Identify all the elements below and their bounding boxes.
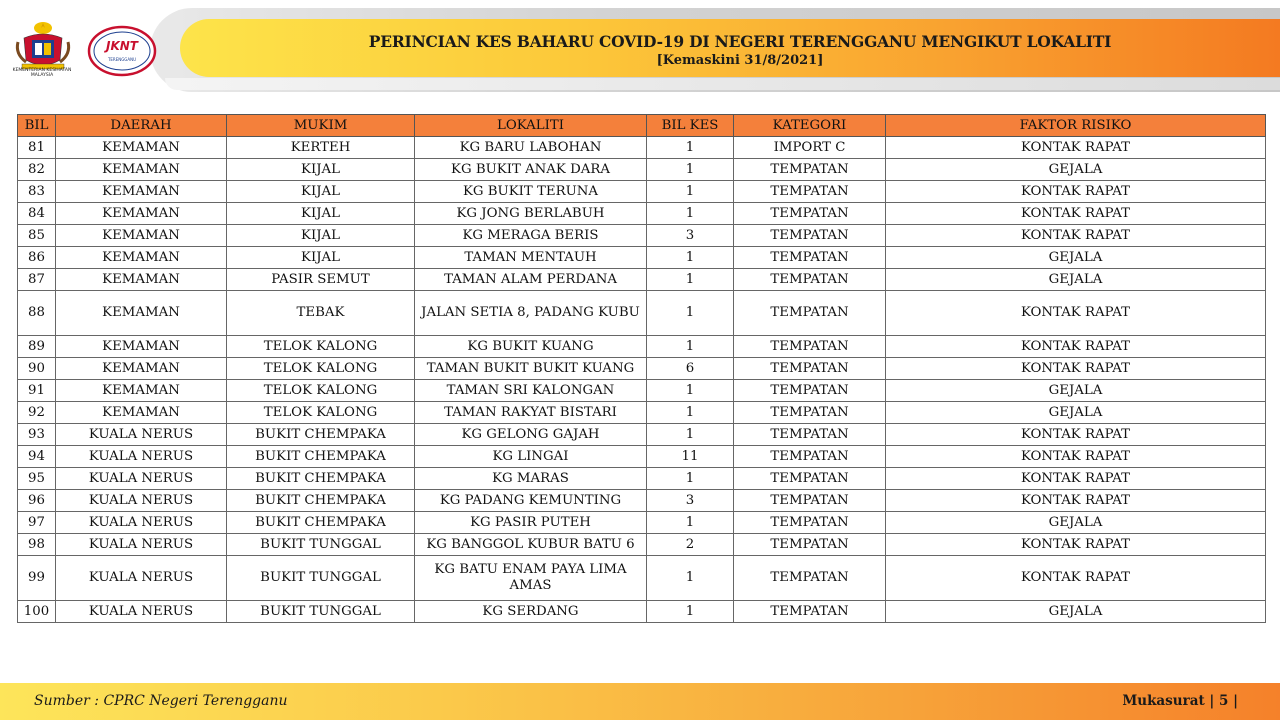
cell-daerah: KUALA NERUS [56,601,227,623]
cell-faktor-risiko: GEJALA [886,380,1266,402]
cell-faktor-risiko: KONTAK RAPAT [886,203,1266,225]
cell-bil: 90 [18,358,56,380]
cell-kategori: TEMPATAN [734,402,886,424]
cell-mukim: PASIR SEMUT [227,269,415,291]
cell-faktor-risiko: GEJALA [886,269,1266,291]
cell-bil: 85 [18,225,56,247]
cell-kategori: TEMPATAN [734,424,886,446]
cell-kategori: TEMPATAN [734,512,886,534]
cell-faktor-risiko: KONTAK RAPAT [886,534,1266,556]
cell-mukim: BUKIT CHEMPAKA [227,490,415,512]
cell-faktor-risiko: KONTAK RAPAT [886,358,1266,380]
cell-faktor-risiko: KONTAK RAPAT [886,446,1266,468]
cell-faktor-risiko: KONTAK RAPAT [886,291,1266,336]
cell-daerah: KEMAMAN [56,291,227,336]
cell-faktor-risiko: GEJALA [886,402,1266,424]
cell-bil-kes: 1 [647,203,734,225]
cell-mukim: KIJAL [227,247,415,269]
table-row [18,490,1266,512]
cell-daerah: KUALA NERUS [56,534,227,556]
cell-kategori: TEMPATAN [734,380,886,402]
cell-faktor-risiko: KONTAK RAPAT [886,490,1266,512]
cell-lokaliti: TAMAN BUKIT BUKIT KUANG [415,358,647,380]
column-header-lokaliti: LOKALITI [415,115,647,137]
table-row [18,512,1266,534]
cell-faktor-risiko: KONTAK RAPAT [886,137,1266,159]
cell-bil: 94 [18,446,56,468]
cell-bil-kes: 1 [647,159,734,181]
page-number: Mukasurat | 5 | [1122,693,1238,709]
header-swoosh-highlight [165,78,1280,90]
column-header-bil: BIL [18,115,56,137]
cell-faktor-risiko: GEJALA [886,159,1266,181]
column-header-faktor-risiko: FAKTOR RISIKO [886,115,1266,137]
table-row [18,468,1266,490]
table-row [18,556,1266,601]
cell-faktor-risiko: KONTAK RAPAT [886,336,1266,358]
cell-mukim: TELOK KALONG [227,380,415,402]
cell-mukim: KIJAL [227,181,415,203]
cell-lokaliti: TAMAN ALAM PERDANA [415,269,647,291]
cell-bil-kes: 1 [647,402,734,424]
cell-bil: 99 [18,556,56,601]
table-row [18,446,1266,468]
cell-faktor-risiko: GEJALA [886,512,1266,534]
cell-lokaliti: KG JONG BERLABUH [415,203,647,225]
cell-lokaliti: TAMAN SRI KALONGAN [415,380,647,402]
table-row [18,534,1266,556]
cell-faktor-risiko: KONTAK RAPAT [886,225,1266,247]
column-header-mukim: MUKIM [227,115,415,137]
cases-table-container [17,114,1265,623]
cell-daerah: KEMAMAN [56,247,227,269]
cell-bil: 89 [18,336,56,358]
cell-bil: 87 [18,269,56,291]
cell-bil: 88 [18,291,56,336]
table-header-row [18,115,1266,137]
cell-bil: 100 [18,601,56,623]
cell-lokaliti: KG BANGGOL KUBUR BATU 6 [415,534,647,556]
table-row [18,137,1266,159]
cell-bil-kes: 1 [647,291,734,336]
source-note: Sumber : CPRC Negeri Terengganu [34,693,288,709]
cell-mukim: TELOK KALONG [227,402,415,424]
cell-lokaliti: KG MARAS [415,468,647,490]
cell-lokaliti: JALAN SETIA 8, PADANG KUBU [415,291,647,336]
table-body [18,137,1266,623]
cell-lokaliti: KG MERAGA BERIS [415,225,647,247]
cell-bil-kes: 1 [647,269,734,291]
table-row [18,203,1266,225]
cell-mukim: BUKIT TUNGGAL [227,556,415,601]
cell-bil-kes: 2 [647,534,734,556]
cell-bil: 81 [18,137,56,159]
cell-daerah: KUALA NERUS [56,424,227,446]
cell-daerah: KUALA NERUS [56,556,227,601]
cell-daerah: KEMAMAN [56,181,227,203]
cell-bil-kes: 1 [647,247,734,269]
table-row [18,336,1266,358]
cell-kategori: TEMPATAN [734,181,886,203]
cell-lokaliti: TAMAN RAKYAT BISTARI [415,402,647,424]
cell-bil: 82 [18,159,56,181]
cell-kategori: TEMPATAN [734,203,886,225]
cell-lokaliti: KG BATU ENAM PAYA LIMA AMAS [415,556,647,601]
cell-bil-kes: 1 [647,468,734,490]
column-header-kategori: KATEGORI [734,115,886,137]
cell-mukim: KIJAL [227,225,415,247]
cell-bil-kes: 1 [647,137,734,159]
cell-lokaliti: KG BARU LABOHAN [415,137,647,159]
cell-bil: 83 [18,181,56,203]
cell-mukim: BUKIT TUNGGAL [227,601,415,623]
cell-daerah: KEMAMAN [56,269,227,291]
cell-lokaliti: TAMAN MENTAUH [415,247,647,269]
cell-daerah: KUALA NERUS [56,490,227,512]
cell-kategori: TEMPATAN [734,534,886,556]
cell-faktor-risiko: KONTAK RAPAT [886,468,1266,490]
cell-kategori: TEMPATAN [734,336,886,358]
cell-mukim: TEBAK [227,291,415,336]
cell-daerah: KEMAMAN [56,358,227,380]
cell-bil-kes: 1 [647,424,734,446]
cell-faktor-risiko: KONTAK RAPAT [886,181,1266,203]
page-title: PERINCIAN KES BAHARU COVID-19 DI NEGERI TERENGGANU MENGIKUT LOKALITI [368,32,1112,51]
cell-kategori: TEMPATAN [734,291,886,336]
cell-bil: 95 [18,468,56,490]
table-row [18,269,1266,291]
table-row [18,159,1266,181]
cell-kategori: TEMPATAN [734,556,886,601]
cell-faktor-risiko: KONTAK RAPAT [886,556,1266,601]
cell-bil-kes: 1 [647,512,734,534]
cell-bil-kes: 1 [647,556,734,601]
cell-lokaliti: KG GELONG GAJAH [415,424,647,446]
cell-lokaliti: KG PASIR PUTEH [415,512,647,534]
cell-bil-kes: 11 [647,446,734,468]
cell-faktor-risiko: KONTAK RAPAT [886,424,1266,446]
cell-lokaliti: KG LINGAI [415,446,647,468]
cell-daerah: KEMAMAN [56,137,227,159]
jknt-logo [86,25,158,77]
cell-mukim: TELOK KALONG [227,358,415,380]
cell-bil-kes: 1 [647,380,734,402]
cell-mukim: KIJAL [227,203,415,225]
cell-kategori: TEMPATAN [734,601,886,623]
cell-daerah: KUALA NERUS [56,446,227,468]
cell-daerah: KEMAMAN [56,159,227,181]
cell-mukim: KIJAL [227,159,415,181]
table-row [18,225,1266,247]
cell-kategori: TEMPATAN [734,490,886,512]
column-header-daerah: DAERAH [56,115,227,137]
cell-kategori: TEMPATAN [734,446,886,468]
cell-bil: 93 [18,424,56,446]
table-row [18,358,1266,380]
cell-mukim: BUKIT CHEMPAKA [227,446,415,468]
cell-daerah: KEMAMAN [56,402,227,424]
cell-daerah: KEMAMAN [56,203,227,225]
table-row [18,181,1266,203]
cell-bil-kes: 3 [647,225,734,247]
cell-bil: 96 [18,490,56,512]
cell-mukim: BUKIT CHEMPAKA [227,512,415,534]
table-row [18,402,1266,424]
cell-lokaliti: KG BUKIT ANAK DARA [415,159,647,181]
cell-bil: 84 [18,203,56,225]
cell-bil-kes: 1 [647,181,734,203]
cases-table [17,114,1266,623]
cell-bil: 97 [18,512,56,534]
cell-daerah: KEMAMAN [56,336,227,358]
page-subtitle: [Kemaskini 31/8/2021] [656,53,824,68]
cell-kategori: TEMPATAN [734,225,886,247]
jknt-logo-caption: TERENGGANU [107,57,137,62]
cell-kategori: IMPORT C [734,137,886,159]
table-row [18,601,1266,623]
table-row [18,380,1266,402]
cell-daerah: KUALA NERUS [56,512,227,534]
cell-bil-kes: 1 [647,336,734,358]
column-header-bil-kes: BIL KES [647,115,734,137]
cell-mukim: BUKIT CHEMPAKA [227,424,415,446]
cell-mukim: TELOK KALONG [227,336,415,358]
cell-faktor-risiko: GEJALA [886,247,1266,269]
cell-kategori: TEMPATAN [734,269,886,291]
cell-faktor-risiko: GEJALA [886,601,1266,623]
cell-bil-kes: 1 [647,601,734,623]
cell-daerah: KEMAMAN [56,225,227,247]
table-row [18,291,1266,336]
cell-bil: 98 [18,534,56,556]
cell-mukim: BUKIT CHEMPAKA [227,468,415,490]
cell-bil-kes: 3 [647,490,734,512]
table-row [18,424,1266,446]
cell-daerah: KEMAMAN [56,380,227,402]
cell-bil: 91 [18,380,56,402]
cell-kategori: TEMPATAN [734,358,886,380]
cell-kategori: TEMPATAN [734,247,886,269]
cell-bil-kes: 6 [647,358,734,380]
cell-bil: 92 [18,402,56,424]
cell-mukim: BUKIT TUNGGAL [227,534,415,556]
cell-bil: 86 [18,247,56,269]
cell-mukim: KERTEH [227,137,415,159]
cell-lokaliti: KG BUKIT KUANG [415,336,647,358]
cell-daerah: KUALA NERUS [56,468,227,490]
cell-kategori: TEMPATAN [734,159,886,181]
cell-lokaliti: KG PADANG KEMUNTING [415,490,647,512]
cell-kategori: TEMPATAN [734,468,886,490]
cell-lokaliti: KG SERDANG [415,601,647,623]
cell-lokaliti: KG BUKIT TERUNA [415,181,647,203]
table-row [18,247,1266,269]
jknt-logo-text: JKNT [106,39,138,53]
kkm-logo-caption: KEMENTERIAN KESIHATAN MALAYSIA [12,68,72,78]
